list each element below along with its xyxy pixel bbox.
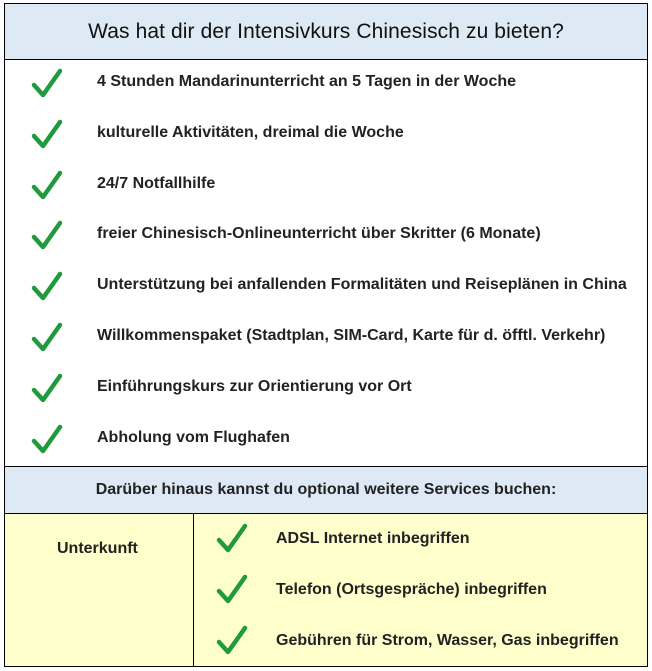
- info-table: [4, 3, 648, 667]
- list-item: [5, 262, 647, 312]
- check-icon: [31, 270, 63, 302]
- feature-label: Einführungskurs zur Orientierung vor Ort: [97, 378, 412, 395]
- title-bar: [5, 4, 647, 60]
- list-item: [5, 110, 647, 160]
- check-icon: [216, 522, 248, 554]
- list-item: [5, 313, 647, 363]
- list-item: [5, 211, 647, 261]
- optional-services-section: [5, 514, 647, 666]
- optional-heading: Darüber hinaus kannst du optional weitere Services buchen:: [95, 481, 557, 498]
- service-label: Telefon (Ortsgespräche) inbegriffen: [276, 581, 547, 598]
- service-label: ADSL Internet inbegriffen: [276, 530, 470, 547]
- feature-label: freier Chinesisch-Onlineunterricht über Skritter (6 Monate): [97, 225, 541, 242]
- list-item: [5, 364, 647, 414]
- feature-label: Unterstützung bei anfallenden Formalitäten und Reiseplänen in China: [97, 276, 627, 293]
- service-item: [194, 514, 647, 564]
- service-label: Gebühren für Strom, Wasser, Gas inbegriffen: [276, 632, 619, 649]
- feature-label: 24/7 Notfallhilfe: [97, 175, 216, 192]
- category-label: Unterkunft: [57, 540, 138, 557]
- service-item: [194, 616, 647, 666]
- check-icon: [31, 67, 63, 99]
- check-icon: [31, 321, 63, 353]
- feature-list: [5, 59, 647, 466]
- feature-label: kulturelle Aktivitäten, dreimal die Woche: [97, 124, 404, 141]
- check-icon: [31, 219, 63, 251]
- feature-label: Willkommenspaket (Stadtplan, SIM-Card, Karte für d. öfftl. Verkehr): [97, 327, 606, 344]
- check-icon: [216, 573, 248, 605]
- list-item: [5, 415, 647, 465]
- optional-services-header: [5, 466, 647, 514]
- feature-label: Abholung vom Flughafen: [97, 429, 290, 446]
- check-icon: [31, 169, 63, 201]
- list-item: [5, 59, 647, 109]
- service-item: [194, 565, 647, 615]
- check-icon: [31, 118, 63, 150]
- check-icon: [31, 423, 63, 455]
- list-item: [5, 161, 647, 211]
- check-icon: [216, 624, 248, 656]
- page-title: Was hat dir der Intensivkurs Chinesisch zu bieten?: [88, 19, 564, 43]
- check-icon: [31, 372, 63, 404]
- feature-label: 4 Stunden Mandarinunterricht an 5 Tagen in der Woche: [97, 73, 517, 90]
